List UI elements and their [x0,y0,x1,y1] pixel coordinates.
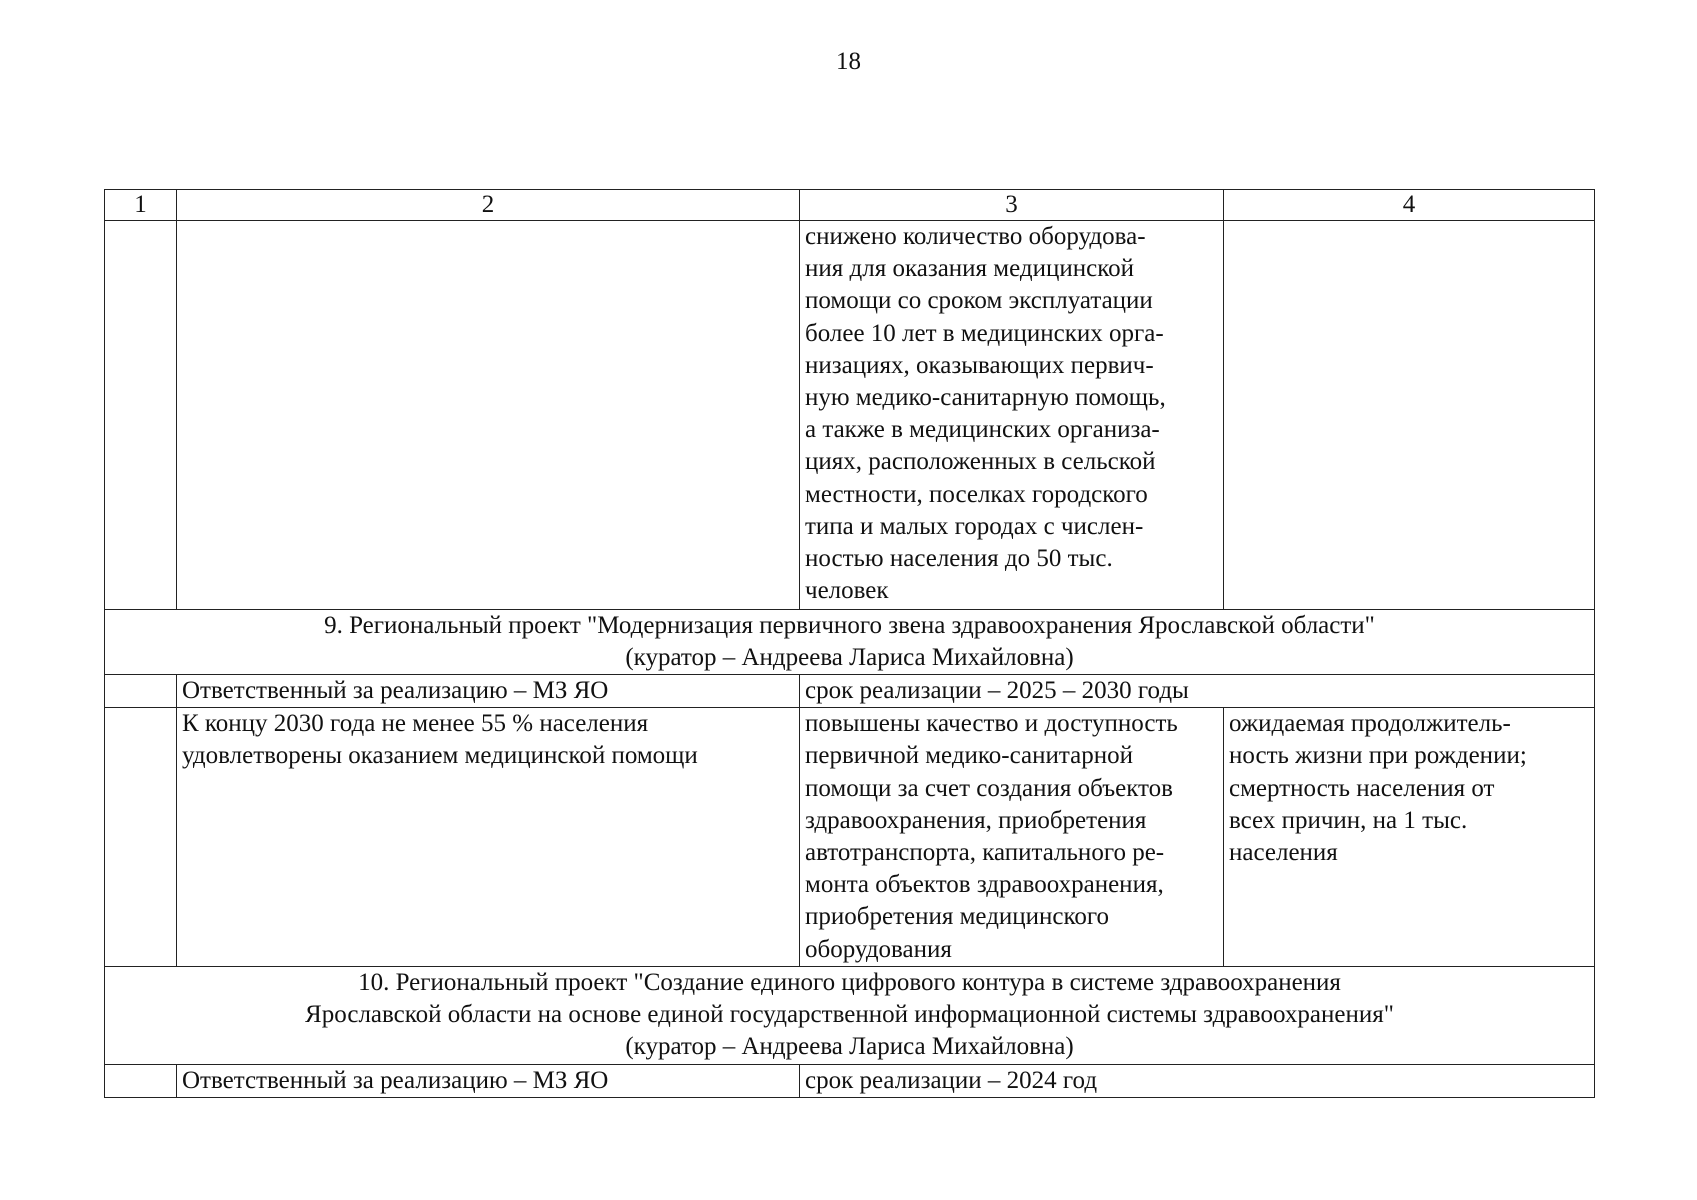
section-title-line: 10. Региональный проект "Создание единого цифрового контура в системе здравоохранения [358,968,1341,996]
continuation-row [105,221,1595,610]
text-line: первичной медико-санитарной [805,742,1133,770]
text-line: типа и малых городах с числен- [805,512,1144,540]
text-line: монта объектов здравоохранения, [805,871,1164,899]
column-number-1: 1 [105,190,177,221]
term-cell: срок реализации – 2024 год [800,1064,1595,1097]
cell-empty [1224,221,1595,610]
section-9-responsible-row [105,675,1595,708]
section-9-title [105,610,1595,675]
text-line: населения [1229,839,1338,867]
indicator-cell [1224,708,1595,967]
text-line: ния для оказания медицинской [805,255,1134,283]
text-line: всех причин, на 1 тыс. [1229,806,1468,834]
column-number-row [105,190,1595,221]
column-number-3: 3 [800,190,1224,221]
text-line: ожидаемая продолжитель- [1229,710,1511,738]
section-curator-line: (куратор – Андреева Лариса Михайловна) [625,1032,1074,1060]
section-9-title-row [105,610,1595,675]
section-10-responsible-row [105,1064,1595,1097]
text-line: человек [805,577,889,605]
column-number-2: 2 [177,190,800,221]
cell-empty [105,675,177,708]
measures-table [104,189,1595,1098]
goal-cell [177,708,800,967]
text-line: местности, поселках городского [805,480,1148,508]
text-line: снижено количество оборудова- [805,223,1146,250]
section-10-title-row [105,966,1595,1064]
result-cell [800,708,1224,967]
section-curator-line: (куратор – Андреева Лариса Михайловна) [625,644,1074,671]
cell-empty [105,1064,177,1097]
cell-empty [177,221,800,610]
text-line: оборудования [805,935,952,963]
text-line: ностью населения до 50 тыс. [805,545,1113,573]
text-line: удовлетворены оказанием медицинской помощи [182,742,698,770]
responsible-cell: Ответственный за реализацию – МЗ ЯО [177,1064,800,1097]
text-line: циях, расположенных в сельской [805,448,1156,476]
text-line: ность жизни при рождении; [1229,742,1527,770]
text-line: здравоохранения, приобретения [805,806,1147,834]
section-title-line: Ярославской области на основе единой государственной информационной системы здравоохранения" [305,1000,1394,1028]
text-line: а также в медицинских организа- [805,416,1160,444]
text-line: автотранспорта, капитального ре- [805,839,1165,867]
text-line: К концу 2030 года не менее 55 % населения [182,710,649,738]
responsible-cell: Ответственный за реализацию – МЗ ЯО [177,675,800,708]
page-number: 18 [836,48,861,75]
text-line: ную медико-санитарную помощь, [805,384,1166,412]
section-9-content-row [105,708,1595,967]
section-title-line: 9. Региональный проект "Модернизация первичного звена здравоохранения Ярославской области" [324,612,1375,639]
continuation-result-cell [800,221,1224,610]
text-line: более 10 лет в медицинских орга- [805,319,1164,347]
text-line: низациях, оказывающих первич- [805,351,1154,379]
cell-empty [105,708,177,967]
section-10-title [105,966,1595,1064]
term-cell: срок реализации – 2025 – 2030 годы [800,675,1595,708]
text-line: приобретения медицинского [805,903,1110,931]
text-line: повышены качество и доступность [805,710,1178,738]
column-number-4: 4 [1224,190,1595,221]
text-line: помощи со сроком эксплуатации [805,287,1153,315]
cell-empty [105,221,177,610]
text-line: помощи за счет создания объектов [805,774,1173,802]
text-line: смертность населения от [1229,774,1495,802]
